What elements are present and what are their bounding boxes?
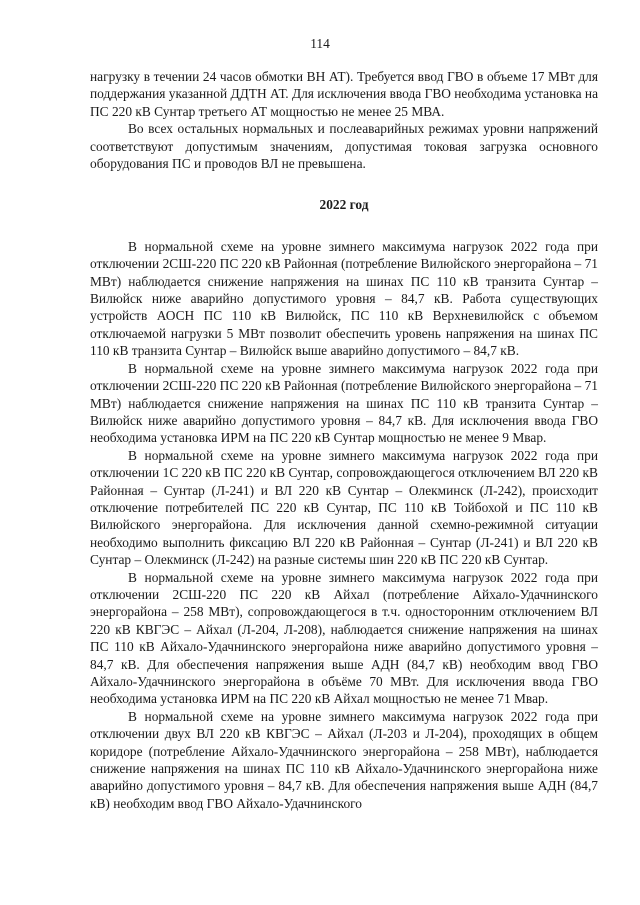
paragraph-suntar-1s: В нормальной схеме на уровне зимнего максимума нагрузок 2022 года при отключении 1С 220 кВ ПС 220 кВ Сунтар, сопровождающегося отключением ВЛ 220 кВ Районная – Сунтар (Л-241) и ВЛ 220 кВ Сунтар – Олекминск (Л-242), происходит отключение потребителей ПС 220 кВ Сунтар, ПС 110 кВ Тойбохой и ПС 110 кВ Вилюйского энергорайона. Для исключения данной схемно-режимной ситуации необходимо выполнить фиксацию ВЛ 220 кВ Районная – Сунтар (Л-241) и ВЛ 220 кВ Сунтар – Олекминск (Л-242) на разные системы шин 220 кВ ПС 220 кВ Сунтар. — [90, 447, 598, 568]
paragraph-raionnaya-irm: В нормальной схеме на уровне зимнего максимума нагрузок 2022 года при отключении 2СШ-220 ПС 220 кВ Районная (потребление Вилюйского энергорайона – 71 МВт) наблюдается снижение напряжения на шинах ПС 110 кВ транзита Сунтар – Вилюйск ниже аварийно допустимого уровня – 84,7 кВ. Для исключения ввода ГВО необходима установка ИРМ на ПС 220 кВ Сунтар мощностью не менее 9 Мвар. — [90, 360, 598, 446]
paragraph-summary: Во всех остальных нормальных и послеаварийных режимах уровни напряжений соответствуют допустимым значениям, допустимая токовая загрузка основного оборудования ПС и проводов ВЛ не превышена. — [90, 121, 598, 172]
paragraph-aikhal-2sh: В нормальной схеме на уровне зимнего максимума нагрузок 2022 года при отключении 2СШ-220 ПС 220 кВ Айхал (потребление Айхало-Удачнинского энергорайона – 258 МВт), сопровождающегося в т.ч. односторонним отключением ВЛ 220 кВ КВГЭС – Айхал (Л-204, Л-208), наблюдается снижение напряжения на шинах ПС 110 кВ Айхало-Удачнинского энергорайона ниже аварийно допустимого уровня – 84,7 кВ. Для обеспечения напряжения выше АДН (84,7 кВ) необходим ввод ГВО Айхало-Удачнинского энергорайона в объёме 70 МВт. Для исключения ввода ГВО необходима установка ИРМ на ПС 220 кВ Айхал мощностью не менее 71 Мвар. — [90, 569, 598, 707]
paragraph-aikhal-two-lines: В нормальной схеме на уровне зимнего максимума нагрузок 2022 года при отключении двух ВЛ 220 кВ КВГЭС – Айхал (Л-203 и Л-204), проходящих в общем коридоре (потребление Айхало-Удачнинского энергорайона – 258 МВт), наблюдается снижение напряжения на шинах ПС 110 кВ Айхало-Удачнинского энергорайона ниже аварийно допустимого уровня – 84,7 кВ. Для обеспечения напряжения выше АДН (84,7 кВ) необходим ввод ГВО Айхало-Удачнинского — [90, 708, 598, 811]
section-heading-2022: 2022 год — [319, 197, 369, 213]
paragraph-raionnaya-aosn: В нормальной схеме на уровне зимнего максимума нагрузок 2022 года при отключении 2СШ-220 ПС 220 кВ Районная (потребление Вилюйского энергорайона – 71 МВт) наблюдается снижение напряжения на шинах ПС 110 кВ транзита Сунтар – Вилюйск ниже аварийно допустимого уровня – 84,7 кВ. Работа существующих устройств АОСН ПС 110 кВ Вилюйск, ПС 110 кВ Верхневилюйск с объемом отключаемой нагрузки 5 МВт позволит обеспечить уровень напряжения на шинах ПС 110 кВ транзита Сунтар – Вилюйск выше аварийно допустимого – 84,7 кВ. — [90, 238, 598, 359]
page-number: 114 — [310, 36, 330, 51]
paragraph-continuation: нагрузку в течении 24 часов обмотки ВН АТ). Требуется ввод ГВО в объеме 17 МВт для поддержания указанной ДДТН АТ. Для исключения ввода ГВО необходима установка на ПС 220 кВ Сунтар третьего АТ мощностью не менее 25 МВА. — [90, 69, 599, 119]
page-content — [90, 68, 598, 812]
